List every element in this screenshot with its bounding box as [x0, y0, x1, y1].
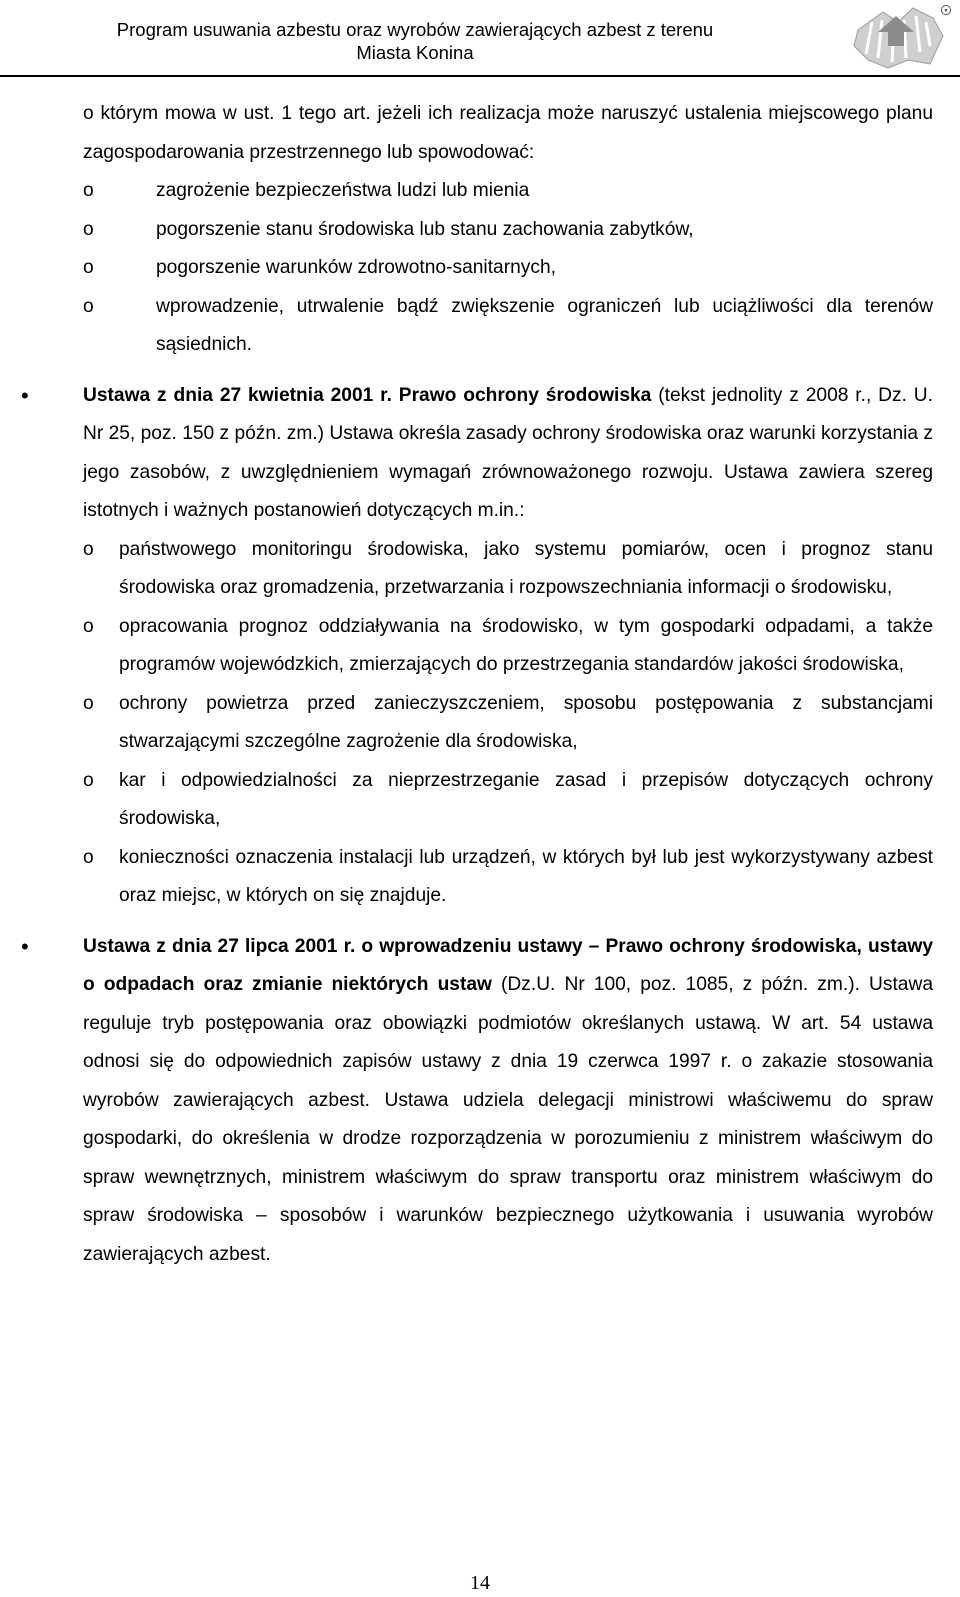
list-item — [83, 608, 933, 685]
list-marker: o — [83, 846, 94, 868]
list-item-text: opracowania prognoz oddziaływania na środowisko, w tym gospodarki odpadami, a także programów wojewódzkich, zmierzających do przestrzegania standardów jakości środowiska, — [119, 615, 933, 675]
program-logo-icon — [838, 2, 953, 74]
list-item-text: konieczności oznaczenia instalacji lub urządzeń, w których był lub jest wykorzystywany azbest oraz miejsc, w których on się znajduje. — [119, 846, 933, 906]
bullet-marker: • — [21, 933, 29, 959]
list-item — [83, 211, 933, 250]
page-header — [0, 0, 960, 76]
list-marker: o — [83, 769, 94, 791]
bullet-marker: • — [21, 382, 29, 408]
list-item-text: zagrożenie bezpieczeństwa ludzi lub mienia — [156, 180, 530, 201]
header-rule — [0, 75, 960, 77]
list-marker: o — [83, 295, 94, 317]
intro-paragraph: o którym mowa w ust. 1 tego art. jeżeli ich realizacja może naruszyć ustalenia miejscowego planu zagospodarowania przestrzennego lub spowodować: — [83, 103, 933, 163]
list-item — [83, 685, 933, 762]
section-paragraph — [83, 928, 933, 1275]
section-wprowadzenie-ustawy — [21, 928, 933, 1275]
section-text: (tekst jednolity z 2008 r., Dz. U. Nr 25, poz. 150 z późn. zm.) Ustawa określa zasady ochrony środowiska oraz warunki korzystania z jego zasobów, z uwzględnieniem wymagań zrównoważonego rozwoju. Ustawa zawiera szereg istotnych i ważnych postanowień dotyczących m.in.: — [83, 384, 933, 521]
list-marker: o — [83, 218, 94, 240]
list-item — [83, 531, 933, 608]
list-item-text: kar i odpowiedzialności za nieprzestrzeganie zasad i przepisów dotyczących ochrony środowiska, — [119, 769, 933, 829]
section-prawo-ochrony — [21, 377, 933, 916]
section-list — [83, 531, 933, 916]
list-item-text: wprowadzenie, utrwalenie bądź zwiększenie ograniczeń lub uciążliwości dla terenów sąsiednich. — [156, 295, 933, 355]
list-item-text: państwowego monitoringu środowiska, jako systemu pomiarów, ocen i prognoz stanu środowiska oraz gromadzenia, przetwarzania i rozpowszechniania informacji o środowisku, — [119, 538, 933, 598]
list-item-text: pogorszenie stanu środowiska lub stanu zachowania zabytków, — [156, 218, 694, 240]
section-text: (Dz.U. Nr 100, poz. 1085, z późn. zm.). Ustawa reguluje tryb postępowania oraz obowiązki podmiotów określanych ustawą. W art. 54 ustawa odnosi się do odpowiednich zapisów ustawy z dnia 19 czerwca 1997 r. o zakazie stosowania wyrobów zawierających azbest. Ustawa udziela delegacji ministrowi właściwemu do spraw gospodarki, do określenia w drodze rozporządzenia w porozumieniu z ministrem właściwym do spraw wewnętrznych, ministrem właściwym do spraw transportu oraz ministrem właściwym do spraw środowiska – sposobów i warunków bezpiecznego użytkowania i usuwania wyrobów zawierających azbest. — [83, 974, 933, 1265]
list-marker: o — [83, 692, 94, 714]
intro-list — [83, 172, 933, 365]
act-title: Ustawa z dnia 27 kwietnia 2001 r. Prawo ochrony środowiska — [83, 384, 652, 406]
document-body — [21, 95, 933, 1274]
header-title-line1: Program usuwania azbestu oraz wyrobów zawierających azbest z terenu — [116, 19, 714, 40]
list-item — [83, 249, 933, 288]
section-paragraph — [83, 377, 933, 531]
list-marker: o — [83, 538, 94, 560]
list-marker: o — [83, 615, 94, 637]
act-title: Ustawa z dnia 27 lipca 2001 r. o wprowadzeniu ustawy – Prawo ochrony środowiska, ustawy o odpadach oraz zmianie niektórych ustaw — [83, 935, 933, 995]
list-marker: o — [83, 180, 94, 201]
list-item-text: pogorszenie warunków zdrowotno-sanitarnych, — [156, 257, 556, 278]
header-title — [0, 18, 830, 64]
page-number: 14 — [470, 1572, 490, 1594]
header-title-line2: Miasta Konina — [356, 42, 474, 63]
list-item — [83, 762, 933, 839]
list-item — [83, 839, 933, 916]
list-item-text: ochrony powietrza przed zanieczyszczeniem, sposobu postępowania z substancjami stwarzającymi szczególne zagrożenie dla środowiska, — [119, 692, 933, 752]
list-item — [83, 172, 933, 211]
list-marker: o — [83, 257, 94, 278]
list-item — [83, 288, 933, 365]
